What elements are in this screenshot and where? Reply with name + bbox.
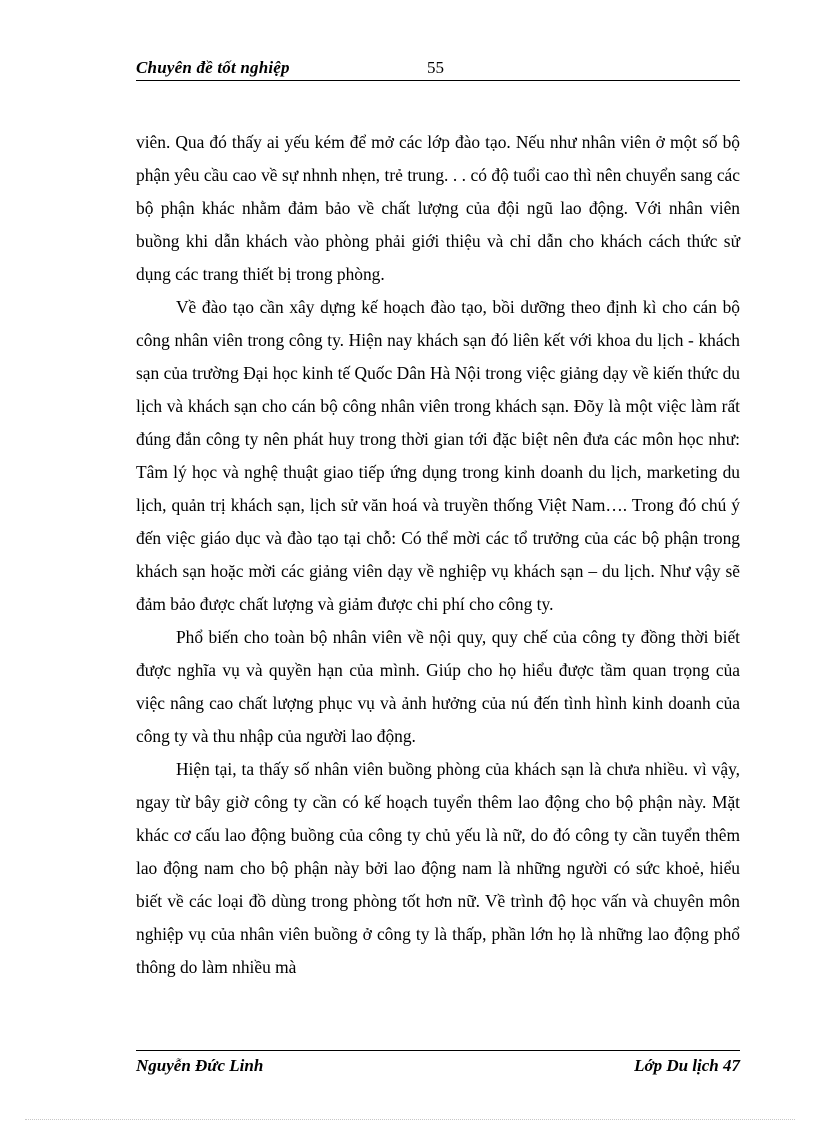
paragraph-regulations: Phổ biến cho toàn bộ nhân viên về nội quy, quy chế của công ty đồng thời biết được nghĩa vụ và quyền hạn của mình. Giúp cho họ hiểu được tầm quan trọng của việc nâng cao chất lượng phục vụ và ảnh hưởng của nú đến tình hình kinh doanh của công ty và thu nhập của người lao động. bbox=[136, 627, 740, 746]
page-footer bbox=[136, 1050, 740, 1081]
paragraph-recruitment: Hiện tại, ta thấy số nhân viên buồng phòng của khách sạn là chưa nhiều. vì vậy, ngay từ bây giờ công ty cần có kế hoạch tuyển thêm lao động cho bộ phận này. Mặt khác cơ cấu lao động buồng của công ty chủ yếu là nữ, do đó công ty cần tuyển thêm lao động nam cho bộ phận này bởi lao động nam là những người có sức khoẻ, hiểu biết về các loại đồ dùng trong phòng tốt hơn nữ. Về trình độ học vấn và chuyên môn nghiệp vụ của nhân viên buồng ở công ty là thấp, phần lớn họ là những lao động phổ thông do làm nhiều mà bbox=[136, 759, 740, 977]
paragraph-continuation: viên. Qua đó thấy ai yếu kém để mở các lớp đào tạo. Nếu như nhân viên ở một số bộ phận yêu cầu cao về sự nhnh nhẹn, trẻ trung. . . có độ tuổi cao thì nên chuyển sang các bộ phận khác nhằm đảm bảo về chất lượng của đội ngũ lao động. Với nhân viên buồng khi dẫn khách vào phòng phải giới thiệu và chỉ dẫn cho khách cách thức sử dụng các trang thiết bị trong phòng. bbox=[136, 132, 740, 284]
page-bottom-edge bbox=[25, 1119, 795, 1120]
class-name: Lớp Du lịch 47 bbox=[634, 1056, 740, 1075]
document-body bbox=[136, 126, 740, 984]
author-name: Nguyễn Đức Linh bbox=[136, 1056, 264, 1075]
page-header bbox=[136, 58, 740, 81]
paragraph-training: Về đào tạo cần xây dựng kế hoạch đào tạo, bồi dưỡng theo định kì cho cán bộ công nhân viên trong công ty. Hiện nay khách sạn đó liên kết với khoa du lịch - khách sạn của trường Đại học kinh tế Quốc Dân Hà Nội trong việc giảng dạy về kiến thức du lịch và khách sạn cho cán bộ công nhân viên trong khách sạn. Đõy là một việc làm rất đúng đắn công ty nên phát huy trong thời gian tới đặc biệt nên đưa các môn học như: Tâm lý học và nghệ thuật giao tiếp ứng dụng trong kinh doanh du lịch, marketing du lịch, quản trị khách sạn, lịch sử văn hoá và truyền thống Việt Nam…. Trong đó chú ý đến việc giáo dục và đào tạo tại chỗ: Có thể mời các tổ trưởng của các bộ phận trong khách sạn hoặc mời các giảng viên dạy về nghiệp vụ khách sạn – du lịch. Như vậy sẽ đảm bảo được chất lượng và giảm được chi phí cho công ty. bbox=[136, 297, 740, 614]
page-number: 55 bbox=[427, 58, 444, 77]
document-title: Chuyên đề tốt nghiệp bbox=[136, 58, 290, 77]
